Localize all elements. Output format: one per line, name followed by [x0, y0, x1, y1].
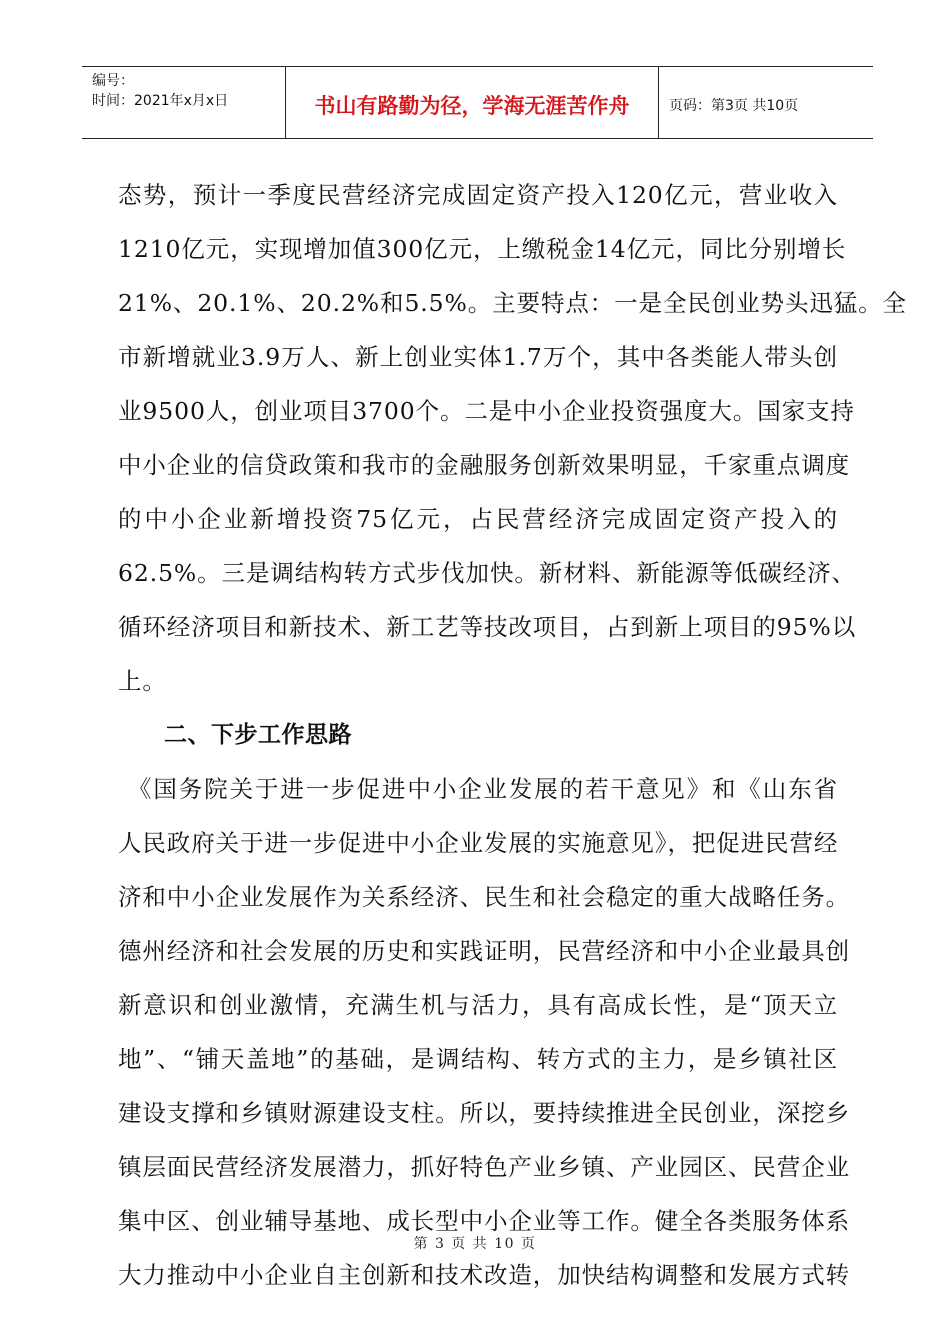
section-heading: 二、下步工作思路	[164, 722, 352, 748]
body-line: 态势，预计一季度民营经济完成固定资产投入120亿元，营业收入	[118, 181, 838, 209]
page-footer: 第 3 页 共 10 页	[413, 1236, 537, 1252]
date-label: 时间：2021年x月x日	[92, 93, 229, 109]
body-line: 地”、“铺天盖地”的基础，是调结构、转方式的主力，是乡镇社区	[118, 1045, 838, 1073]
body-line: 21%、20.1%、20.2%和5.5%。主要特点：一是全民创业势头迅猛。全	[118, 289, 907, 317]
body-line: 中小企业的信贷政策和我市的金融服务创新效果明显，千家重点调度	[118, 451, 850, 479]
body-line: 大力推动中小企业自主创新和技术改造，加快结构调整和发展方式转	[118, 1261, 850, 1289]
body-line: 人民政府关于进一步促进中小企业发展的实施意见》，把促进民营经	[118, 829, 839, 857]
body-line: 建设支撑和乡镇财源建设支柱。所以，要持续推进全民创业，深挖乡	[118, 1099, 850, 1127]
body-line: 上。	[118, 667, 167, 695]
body-line: 业9500人，创业项目3700个。二是中小企业投资强度大。国家支持	[118, 397, 855, 425]
document-header	[82, 66, 873, 139]
body-line: 德州经济和社会发展的历史和实践证明，民营经济和中小企业最具创	[118, 937, 850, 965]
body-line: 循环经济项目和新技术、新工艺等技改项目，占到新上项目的95%以	[118, 613, 857, 641]
body-line: 1210亿元，实现增加值300亿元，上缴税金14亿元，同比分别增长	[118, 235, 847, 263]
body-line: 新意识和创业激情，充满生机与活力，具有高成长性，是“顶天立	[118, 991, 838, 1019]
body-line: 62.5%。三是调结构转方式步伐加快。新材料、新能源等低碳经济、	[118, 559, 856, 587]
body-line: 的中小企业新增投资75亿元，占民营经济完成固定资产投入的	[118, 505, 838, 533]
body-line: 集中区、创业辅导基地、成长型中小企业等工作。健全各类服务体系	[118, 1207, 850, 1235]
header-motto: 书山有路勤为径，学海无涯苦作舟	[285, 67, 659, 138]
body-line: 市新增就业3.9万人、新上创业实体1.7万个，其中各类能人带头创	[118, 343, 838, 371]
body-line: 济和中小企业发展作为关系经济、民生和社会稳定的重大战略任务。	[118, 883, 850, 911]
number-label: 编号：	[92, 73, 134, 89]
document-body	[118, 168, 907, 1302]
header-page-info: 页码：第3页 共10页	[669, 97, 799, 114]
header-meta	[82, 67, 285, 138]
body-line: 《国务院关于进一步促进中小企业发展的若干意见》和《山东省	[128, 775, 838, 803]
body-line: 镇层面民营经济发展潜力，抓好特色产业乡镇、产业园区、民营企业	[118, 1153, 850, 1181]
